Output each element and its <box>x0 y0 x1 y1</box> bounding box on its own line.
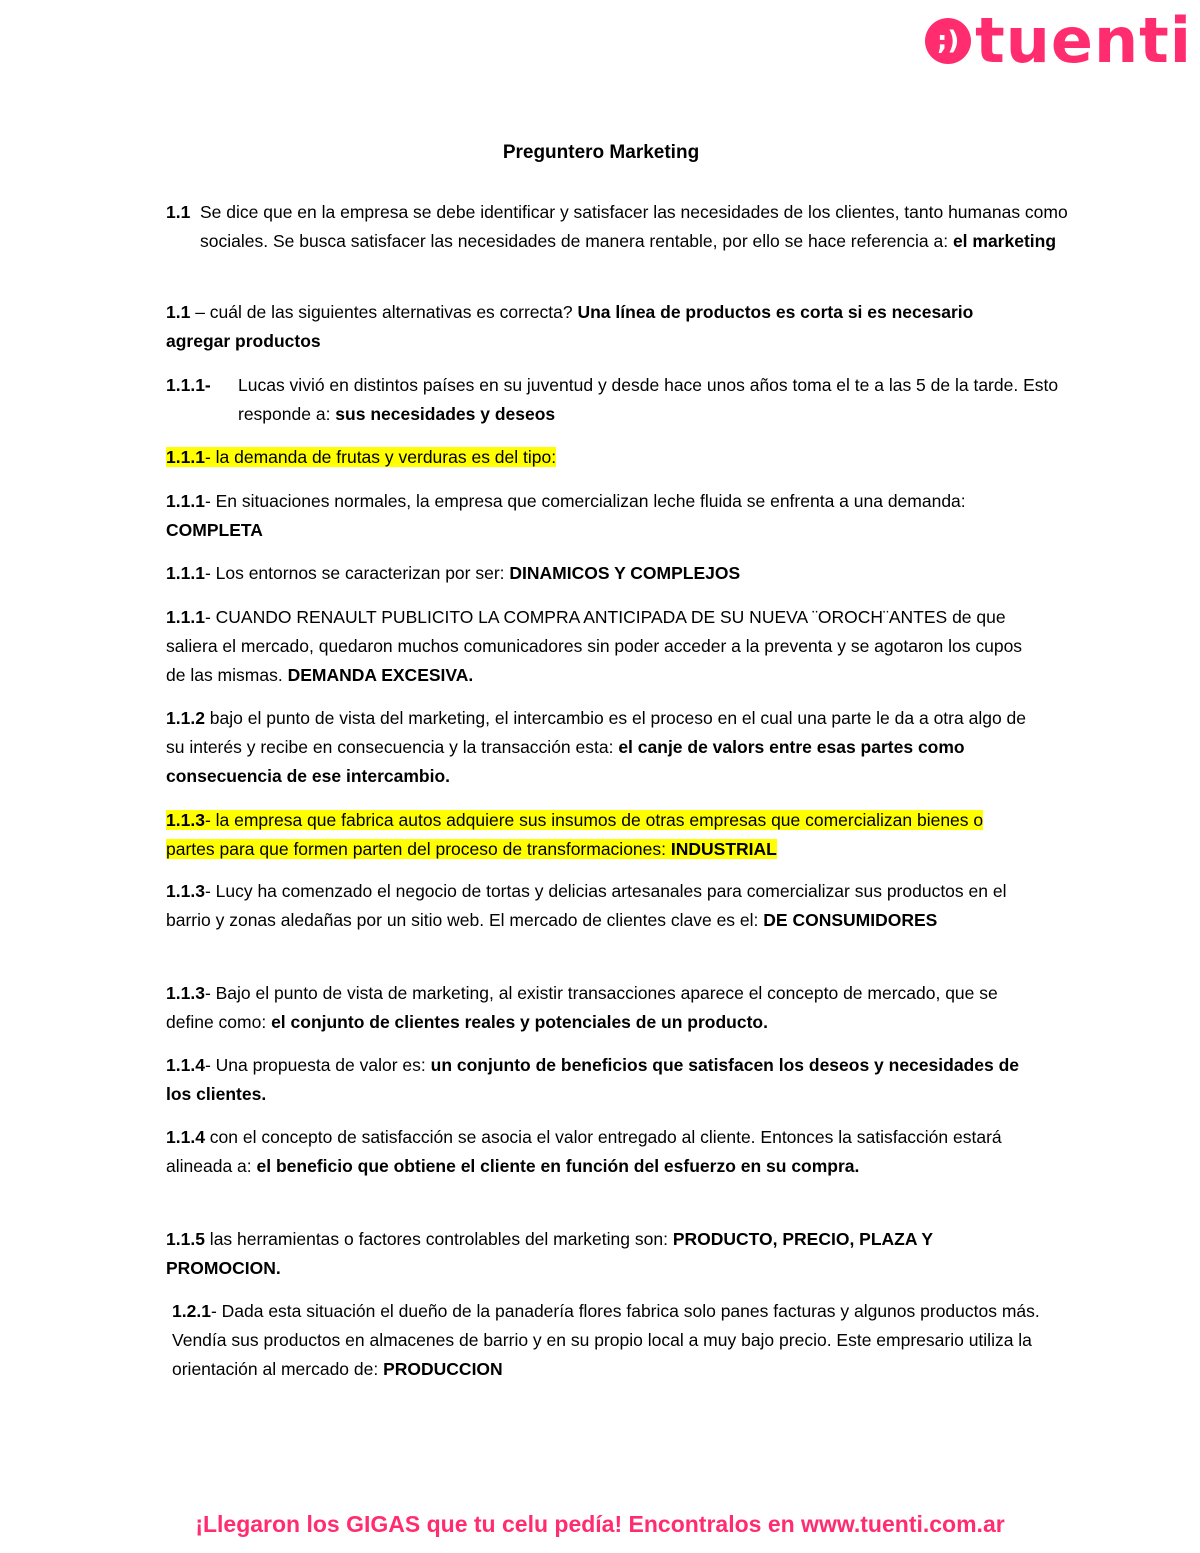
question-item: 1.1.1- la demanda de frutas y verduras es del tipo: <box>166 447 557 467</box>
footer-promo: ¡Llegaron los GIGAS que tu celu pedía! Encontralos en www.tuenti.com.ar <box>195 1511 1005 1537</box>
question-item: 1.1.2 bajo el punto de vista del marketing, el intercambio es el proceso en el cual una parte le da a otra algo de su interés y recibe en consecuencia y la transacción esta: el canje de valors entre esas partes como consecuencia de ese intercambio. <box>166 708 1027 786</box>
question-item: 1.1 Se dice que en la empresa se debe identificar y satisfacer las necesidades de los clientes, tanto humanas como sociales. Se busca satisfacer las necesidades de manera rentable, por ello se hace referencia a: el marketing <box>166 202 1068 251</box>
question-item: 1.1.3- la empresa que fabrica autos adquiere sus insumos de otras empresas que comercializan bienes o partes para que formen parten del proceso de transformaciones: INDUSTRIAL <box>166 810 984 859</box>
question-item: 1.2.1- Dada esta situación el dueño de la panadería flores fabrica solo panes facturas y algunos productos más. Vendía sus productos en almacenes de barrio y en su propio local a muy bajo precio. Este empresario utiliza la orientación al mercado de: PRODUCCION <box>172 1301 1040 1379</box>
tuenti-logo <box>925 4 1192 77</box>
question-item: 1.1.1- Lucas vivió en distintos países en su juventud y desde hace unos años toma el te a las 5 de la tarde. Esto responde a: sus necesidades y deseos <box>166 375 1059 424</box>
question-item: 1.1 – cuál de las siguientes alternativas es correcta? Una línea de productos es corta si es necesario agregar productos <box>166 302 974 351</box>
question-item: 1.1.3- Lucy ha comenzado el negocio de tortas y delicias artesanales para comercializar sus productos en el barrio y zonas aledañas por un sitio web. El mercado de clientes clave es el: DE CONSUMIDORES <box>166 881 1007 930</box>
question-item: 1.1.1- En situaciones normales, la empresa que comercializan leche fluida se enfrenta a una demanda: COMPLETA <box>166 491 966 540</box>
question-item: 1.1.4- Una propuesta de valor es: un conjunto de beneficios que satisfacen los deseos y necesidades de los clientes. <box>166 1055 1019 1104</box>
question-item: 1.1.4 con el concepto de satisfacción se asocia el valor entregado al cliente. Entonces la satisfacción estará alineada a: el beneficio que obtiene el cliente en función del esfuerzo en su compra. <box>166 1127 1002 1176</box>
page-title: Preguntero Marketing <box>502 142 700 163</box>
question-item: 1.1.5 las herramientas o factores controlables del marketing son: PRODUCTO, PRECIO, PLAZA Y PROMOCION. <box>166 1229 933 1278</box>
tuenti-logo-icon: ;) <box>925 18 971 64</box>
question-item: 1.1.1- Los entornos se caracterizan por ser: DINAMICOS Y COMPLEJOS <box>166 563 741 583</box>
question-item: 1.1.1- CUANDO RENAULT PUBLICITO LA COMPRA ANTICIPADA DE SU NUEVA ¨OROCH¨ANTES de que saliera el mercado, quedaron muchos comunicadores sin poder acceder a la preventa y se agotaron los cupos de las mismas. DEMANDA EXCESIVA. <box>166 607 1023 685</box>
question-item: 1.1.3- Bajo el punto de vista de marketing, al existir transacciones aparece el concepto de mercado, que se define como: el conjunto de clientes reales y potenciales de un producto. <box>166 983 998 1032</box>
tuenti-logo-text: tuenti <box>975 4 1192 77</box>
